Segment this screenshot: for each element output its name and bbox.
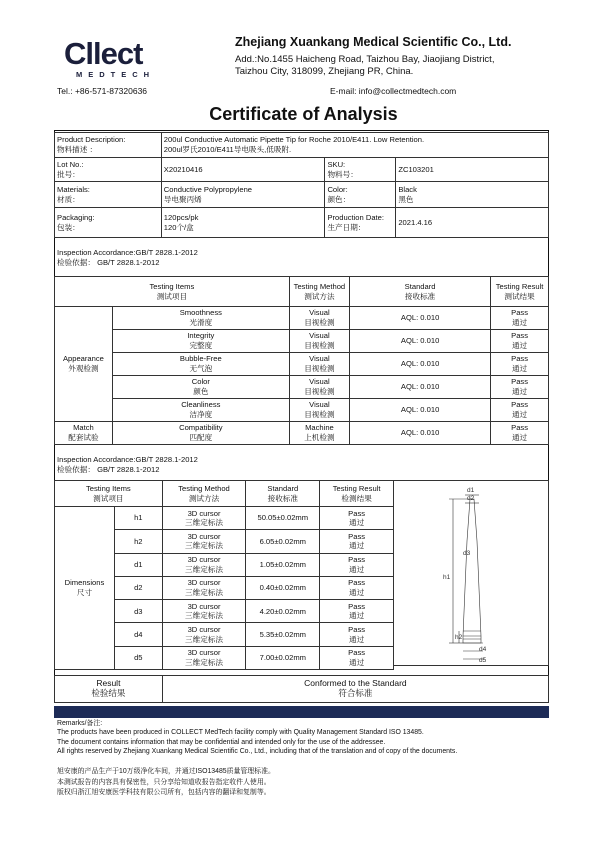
desc-value-cn: 200ul罗氏2010/E411导电吸头,低吸附. bbox=[163, 145, 292, 154]
material-value-cell bbox=[161, 182, 325, 208]
method: Visual bbox=[309, 331, 330, 341]
result-cn: 通过 bbox=[511, 364, 528, 373]
dim-cell: d5 bbox=[114, 646, 162, 669]
header-testing-method bbox=[289, 277, 349, 307]
label-d5: d5 bbox=[479, 657, 487, 664]
header-testing-method bbox=[162, 481, 246, 507]
method: 3D cursor bbox=[187, 578, 221, 588]
company-name: Zhejiang Xuankang Medical Scientific Co., Ltd. bbox=[235, 35, 512, 49]
result-cell bbox=[491, 353, 549, 376]
standard-cell: AQL: 0.010 bbox=[350, 399, 491, 422]
remarks-cn-1: 旭安康的产品生产于10万级净化车间，并通过ISO13485质量管理标准。 bbox=[57, 768, 275, 775]
method-cn: 三维定标法 bbox=[185, 588, 223, 598]
method-cell bbox=[289, 330, 349, 353]
method: 3D cursor bbox=[187, 648, 221, 658]
accordance-2-en: Inspection Accordance:GB/T 2828.1-2012 bbox=[57, 455, 198, 464]
date-label-cell bbox=[325, 208, 396, 238]
dim-cell: d1 bbox=[114, 553, 162, 576]
date-value: 2021.4.16 bbox=[396, 208, 549, 238]
standard-cell: AQL: 0.010 bbox=[350, 330, 491, 353]
standard-cell: AQL: 0.010 bbox=[350, 353, 491, 376]
label-d2: d2 bbox=[467, 495, 475, 502]
result-cell bbox=[320, 646, 394, 669]
result: Pass bbox=[348, 648, 366, 658]
method-cell bbox=[162, 553, 246, 576]
material-value-cn: 导电聚丙烯 bbox=[163, 194, 202, 204]
document-title: Certificate of Analysis bbox=[209, 104, 398, 124]
h-items-cn: 测试项目 bbox=[156, 291, 188, 301]
method: Visual bbox=[309, 308, 330, 318]
result: Pass bbox=[348, 601, 366, 611]
method-cell bbox=[289, 422, 349, 445]
method-cell bbox=[162, 600, 246, 623]
label-h2: h2 bbox=[455, 634, 463, 641]
footer-band bbox=[54, 706, 549, 718]
label-d3: d3 bbox=[463, 550, 471, 557]
color-label-cell bbox=[325, 182, 396, 208]
method: 3D cursor bbox=[187, 555, 221, 565]
method-cell bbox=[289, 399, 349, 422]
method-cn: 三维定标法 bbox=[185, 541, 223, 551]
standard-cell: 1.05±0.02mm bbox=[246, 553, 320, 576]
lot-value: X20210416 bbox=[161, 158, 325, 182]
group-appearance bbox=[55, 307, 113, 422]
standard-cell: 5.35±0.02mm bbox=[246, 623, 320, 646]
result: Pass bbox=[348, 531, 366, 541]
h-method: Testing Method bbox=[178, 483, 230, 493]
label-d1: d1 bbox=[467, 487, 475, 494]
method: Visual bbox=[309, 354, 330, 364]
group-dimensions bbox=[55, 507, 115, 670]
label-d4: d4 bbox=[479, 646, 487, 653]
item: Color bbox=[191, 377, 210, 387]
result: Pass bbox=[348, 555, 366, 565]
result-cell bbox=[491, 399, 549, 422]
standard-cell: AQL: 0.010 bbox=[350, 422, 491, 445]
result-value: Conformed to the Standard bbox=[304, 678, 407, 689]
remarks-cn-2: 本测试报告的内容具有保密性，只分享给知道收报告指定收件人使用。 bbox=[57, 778, 271, 786]
result-label-cn: 检验结果 bbox=[91, 688, 126, 698]
packaging-value: 120pcs/pk bbox=[163, 212, 199, 222]
item-cn: 洁净度 bbox=[189, 410, 213, 419]
material-label-cell bbox=[55, 182, 162, 208]
h-std: Standard bbox=[404, 281, 436, 291]
standard-cell: 7.00±0.02mm bbox=[246, 646, 320, 669]
packaging-value-cn: 120个/盒 bbox=[163, 222, 194, 232]
result-cn: 通过 bbox=[511, 341, 528, 350]
method-cn: 三维定标法 bbox=[185, 634, 223, 644]
sku-value: ZC103201 bbox=[396, 158, 549, 182]
item-cell bbox=[112, 422, 289, 445]
group-match bbox=[55, 422, 113, 445]
sku-label-cell bbox=[325, 158, 396, 182]
result-cell bbox=[320, 623, 394, 646]
packaging-label-cell bbox=[55, 208, 162, 238]
group-dimensions-en: Dimensions bbox=[64, 578, 105, 588]
table-row bbox=[55, 307, 549, 330]
table-row bbox=[55, 376, 549, 399]
header-testing-items bbox=[55, 277, 290, 307]
result-cell bbox=[491, 330, 549, 353]
result-cn: 通过 bbox=[349, 541, 365, 551]
header-standard bbox=[246, 481, 320, 507]
method: Visual bbox=[309, 377, 330, 387]
color-value: Black bbox=[398, 184, 417, 194]
telephone: Tel.: +86-571-87320636 bbox=[57, 86, 148, 96]
method-cn: 三维定标法 bbox=[185, 611, 223, 621]
method-cn: 三维定标法 bbox=[185, 518, 223, 528]
date-label-cn: 生产日期： bbox=[327, 222, 366, 232]
desc-value-cell bbox=[161, 133, 548, 158]
result: Pass bbox=[348, 625, 366, 635]
logo-wordmark: Cllect bbox=[64, 36, 143, 71]
remarks-cn bbox=[57, 767, 552, 799]
sku-label-cn: 物料号： bbox=[327, 169, 358, 179]
method: 3D cursor bbox=[187, 601, 221, 611]
header-testing-result bbox=[491, 277, 549, 307]
result-cn: 通过 bbox=[349, 564, 365, 574]
h-items: Testing Items bbox=[85, 483, 131, 493]
material-value: Conductive Polypropylene bbox=[163, 184, 253, 194]
result: Pass bbox=[348, 578, 366, 588]
method-cell bbox=[162, 646, 246, 669]
result-cn: 通过 bbox=[511, 387, 528, 396]
accordance-1-cn: 检验依据： GB/T 2828.1-2012 bbox=[57, 257, 160, 267]
item-cn: 光滑度 bbox=[189, 318, 213, 327]
h-std-cn: 接收标准 bbox=[267, 493, 298, 503]
remarks-cn-3: 版权归浙江旭安康医学科技有限公司所有，包括内容的翻译和复制等。 bbox=[57, 789, 271, 796]
packaging-label: Packaging: bbox=[57, 212, 95, 222]
group-dimensions-cn: 尺寸 bbox=[76, 588, 93, 598]
label-h1: h1 bbox=[443, 574, 451, 581]
group-match-cn: 配套试验 bbox=[68, 433, 99, 442]
item-cn: 无气泡 bbox=[189, 364, 213, 373]
method-cn: 目视检测 bbox=[304, 387, 335, 396]
result-cell bbox=[320, 530, 394, 553]
logo-subtext: MEDTECH bbox=[76, 70, 156, 79]
header-testing-result bbox=[320, 481, 394, 507]
group-appearance-cn: 外观检测 bbox=[68, 364, 99, 373]
h-result: Testing Result bbox=[332, 483, 381, 493]
method-cell bbox=[289, 307, 349, 330]
h-result: Testing Result bbox=[495, 281, 544, 291]
h-items-cn: 测试项目 bbox=[93, 493, 124, 503]
h-result-cn: 测试结果 bbox=[504, 291, 535, 301]
company-address bbox=[235, 54, 494, 78]
method-cn: 目视检测 bbox=[304, 341, 335, 350]
method: 3D cursor bbox=[187, 625, 221, 635]
h-items: Testing Items bbox=[149, 281, 195, 291]
item-cell bbox=[112, 399, 289, 422]
method-cell bbox=[289, 353, 349, 376]
result-cn: 通过 bbox=[511, 433, 528, 442]
remarks-line-1: The products have been produced in COLLECT MedTech facility comply with Quality Management Standard ISO 13485. bbox=[57, 729, 424, 737]
group-appearance-en: Appearance bbox=[62, 354, 104, 364]
color-value-cn: 黑色 bbox=[398, 194, 414, 204]
h-std-cn: 接收标准 bbox=[404, 291, 436, 301]
result-cn: 通过 bbox=[349, 588, 365, 598]
standard-cell: AQL: 0.010 bbox=[350, 307, 491, 330]
method-cell bbox=[162, 530, 246, 553]
table-row bbox=[55, 330, 549, 353]
method: Visual bbox=[309, 400, 330, 410]
dim-cell: d2 bbox=[114, 576, 162, 599]
header-standard bbox=[350, 277, 491, 307]
method-cn: 三维定标法 bbox=[185, 564, 223, 574]
remarks-line-3: All rights reserved by Zhejiang Xuankang Medical Scientific Co., Ltd., including that of the translation and of copy of the documents. bbox=[57, 748, 458, 756]
item-cn: 匹配度 bbox=[189, 433, 213, 442]
method: Machine bbox=[305, 423, 334, 433]
result-cell bbox=[320, 553, 394, 576]
item: Cleanliness bbox=[181, 400, 221, 410]
table-row bbox=[55, 507, 394, 530]
result: Pass bbox=[348, 508, 366, 518]
date-label: Production Date: bbox=[327, 212, 385, 222]
result: Pass bbox=[511, 308, 529, 318]
color-label-cn: 颜色： bbox=[327, 194, 351, 204]
method-cell bbox=[162, 623, 246, 646]
result-cn: 通过 bbox=[511, 318, 528, 327]
group-match-en: Match bbox=[73, 423, 94, 433]
dim-cell: h2 bbox=[114, 530, 162, 553]
item: Integrity bbox=[187, 331, 215, 341]
result: Pass bbox=[511, 423, 529, 433]
item: Compatibility bbox=[179, 423, 223, 433]
remarks bbox=[57, 719, 552, 757]
packaging-label-cn: 包装： bbox=[57, 222, 80, 232]
material-label-cn: 材质： bbox=[57, 194, 80, 204]
standard-cell: 4.20±0.02mm bbox=[246, 600, 320, 623]
result-label: Result bbox=[96, 678, 121, 689]
result-cell bbox=[320, 576, 394, 599]
method-cn: 目视检测 bbox=[304, 410, 335, 419]
item: Smoothness bbox=[179, 308, 222, 318]
item-cell bbox=[112, 330, 289, 353]
h-method: Testing Method bbox=[293, 281, 346, 291]
dim-cell: d3 bbox=[114, 600, 162, 623]
standard-cell: 6.05±0.02mm bbox=[246, 530, 320, 553]
desc-label-cn: 物料描述 ： bbox=[57, 145, 98, 154]
result-label-cell bbox=[55, 676, 163, 703]
result-cell bbox=[491, 376, 549, 399]
lot-label-cell bbox=[55, 158, 162, 182]
packaging-value-cell bbox=[161, 208, 325, 238]
table-row bbox=[55, 422, 549, 445]
h-std: Standard bbox=[267, 483, 299, 493]
color-label: Color: bbox=[327, 184, 348, 194]
item-cell bbox=[112, 307, 289, 330]
method-cell bbox=[289, 376, 349, 399]
method: 3D cursor bbox=[187, 531, 221, 541]
result-value-cell bbox=[162, 676, 548, 703]
table-row bbox=[55, 399, 549, 422]
header-testing-items bbox=[55, 481, 163, 507]
method-cn: 上机检测 bbox=[304, 433, 335, 442]
result: Pass bbox=[511, 400, 529, 410]
desc-label: Product Description: bbox=[57, 135, 126, 145]
item: Bubble-Free bbox=[179, 354, 222, 364]
pipette-tip-drawing bbox=[393, 481, 549, 667]
result: Pass bbox=[511, 354, 529, 364]
desc-value: 200ul Conductive Automatic Pipette Tip for Roche 2010/E411. Low Retention. bbox=[163, 135, 425, 145]
method-cn: 目视检测 bbox=[304, 364, 335, 373]
result-cn: 通过 bbox=[349, 518, 365, 528]
dim-cell: h1 bbox=[114, 507, 162, 530]
h-method-cn: 测试方法 bbox=[304, 291, 335, 301]
result-cell bbox=[491, 307, 549, 330]
item-cn: 颜色 bbox=[193, 387, 209, 396]
table-row bbox=[55, 353, 549, 376]
result-cn: 通过 bbox=[349, 634, 365, 644]
result-cn: 通过 bbox=[349, 611, 365, 621]
inspection-accordance-1 bbox=[57, 248, 198, 268]
accordance-2-cn: 检验依据： GB/T 2828.1-2012 bbox=[57, 464, 160, 474]
h-result-cn: 检测结果 bbox=[341, 493, 372, 503]
material-label: Materials: bbox=[57, 184, 90, 194]
lot-label: Lot No.: bbox=[57, 159, 84, 169]
remarks-title: Remarks/备注: bbox=[57, 720, 103, 727]
result: Pass bbox=[511, 377, 529, 387]
address-line-2: Taizhou City, 318099, Zhejiang PR, China. bbox=[235, 66, 414, 77]
method: 3D cursor bbox=[187, 508, 221, 518]
method-cell bbox=[162, 576, 246, 599]
remarks-line-2: The document contains information that may be confidential and intended only for the use of the addressee. bbox=[57, 738, 386, 746]
desc-label-cell bbox=[55, 133, 162, 158]
result-cell bbox=[320, 507, 394, 530]
result-value-cn: 符合标准 bbox=[338, 688, 373, 698]
method-cn: 三维定标法 bbox=[185, 657, 223, 667]
company-logo bbox=[64, 38, 174, 80]
inspection-accordance-2 bbox=[57, 455, 198, 475]
result-cell bbox=[491, 422, 549, 445]
address-line-1: Add.:No.1455 Haicheng Road, Taizhou Bay, Jiaojiang District, bbox=[235, 54, 495, 65]
standard-cell: AQL: 0.010 bbox=[350, 376, 491, 399]
appearance-test-table bbox=[54, 276, 549, 445]
pipette-tip-diagram bbox=[393, 480, 549, 666]
dimensions-test-table bbox=[54, 480, 394, 670]
result-table bbox=[54, 675, 549, 703]
color-value-cell bbox=[396, 182, 549, 208]
item-cn: 完整度 bbox=[189, 341, 213, 350]
method-cell bbox=[162, 507, 246, 530]
result: Pass bbox=[511, 331, 529, 341]
standard-cell: 0.40±0.02mm bbox=[246, 576, 320, 599]
result-cell bbox=[320, 600, 394, 623]
dim-cell: d4 bbox=[114, 623, 162, 646]
h-method-cn: 测试方法 bbox=[188, 493, 220, 503]
method-cn: 目视检测 bbox=[304, 318, 335, 327]
product-info-table bbox=[54, 132, 549, 238]
lot-label-cn: 批号： bbox=[57, 169, 80, 179]
standard-cell: 50.05±0.02mm bbox=[246, 507, 320, 530]
result-cn: 通过 bbox=[349, 657, 365, 667]
sku-label: SKU: bbox=[327, 159, 346, 169]
email: E-mail: info@collectmedtech.com bbox=[330, 86, 457, 96]
item-cell bbox=[112, 353, 289, 376]
item-cell bbox=[112, 376, 289, 399]
result-cn: 通过 bbox=[511, 410, 528, 419]
accordance-1-en: Inspection Accordance:GB/T 2828.1-2012 bbox=[57, 248, 198, 257]
